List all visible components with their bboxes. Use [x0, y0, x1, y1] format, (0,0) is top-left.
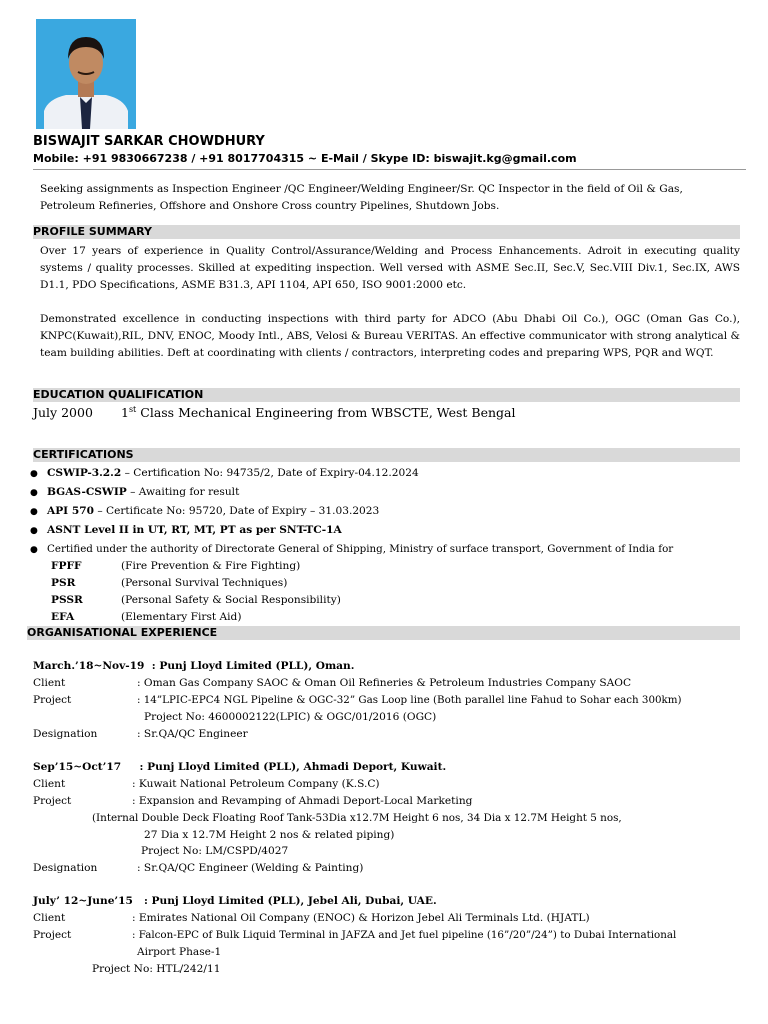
project-number: Project No: HTL/242/11	[92, 963, 221, 975]
project-number: Project No: LM/CSPD/4027	[141, 845, 289, 857]
project-label: Project	[33, 694, 72, 706]
client-label: Client	[33, 778, 66, 790]
contact-line: Mobile: +91 9830667238 / +91 8017704315 ~ E-Mail / Skype ID: biswajit.kg@gmail.com	[33, 152, 577, 165]
cert-desc: (Elementary First Aid)	[121, 611, 242, 623]
section-certifications	[33, 448, 740, 462]
section-heading: EDUCATION QUALIFICATION	[33, 388, 204, 401]
list-item	[0, 522, 768, 539]
cert-code: FPFF	[51, 560, 82, 572]
designation-label: Designation	[33, 862, 98, 874]
client-value: : Kuwait National Petroleum Company (K.S.C)	[132, 778, 380, 790]
person-portrait-icon	[36, 19, 136, 129]
education-detail	[121, 405, 516, 420]
job-company: : Punj Lloyd Limited (PLL), Jebel Ali, Dubai, UAE.	[132, 895, 437, 907]
client-value: : Oman Gas Company SAOC & Oman Oil Refineries & Petroleum Industries Company SAOC	[137, 677, 632, 689]
job-header	[33, 759, 446, 776]
section-heading: ORGANISATIONAL EXPERIENCE	[27, 626, 218, 639]
client-label: Client	[33, 677, 66, 689]
designation-label: Designation	[33, 728, 98, 740]
bullet-icon: ●	[30, 545, 38, 555]
list-item	[0, 541, 768, 558]
project-number: Project No: 4600002122(LPIC) & OGC/01/2016 (OGC)	[144, 711, 437, 723]
cert-code: EFA	[51, 611, 75, 623]
cert-desc: (Personal Safety & Social Responsibility)	[121, 594, 341, 606]
list-item	[0, 465, 768, 482]
project-label: Project	[33, 929, 72, 941]
client-label: Client	[33, 912, 66, 924]
cert-detail: – Awaiting for result	[126, 486, 240, 498]
project-continuation: Airport Phase-1	[137, 946, 222, 958]
section-experience	[27, 626, 740, 640]
job-company: : Punj Lloyd Limited (PLL), Oman.	[144, 660, 355, 672]
cert-desc: (Personal Survival Techniques)	[121, 577, 288, 589]
job-header	[33, 658, 354, 675]
project-label: Project	[33, 795, 72, 807]
list-item	[0, 503, 768, 520]
cert-name: API 570	[47, 505, 94, 517]
client-value: : Emirates National Oil Company (ENOC) & Horizon Jebel Ali Terminals Ltd. (HJATL)	[132, 912, 590, 924]
project-value: : 14”LPIC-EPC4 NGL Pipeline & OGC-32” Gas Loop line (Both parallel line Fahud to Sohar each 300km)	[137, 694, 682, 706]
cert-detail: Certified under the authority of Directorate General of Shipping, Ministry of surface transport, Government of India for	[47, 543, 674, 555]
bullet-icon: ●	[30, 507, 38, 517]
cert-name: ASNT Level II in UT, RT, MT, PT as per SNT-TC-1A	[47, 524, 342, 536]
bullet-icon: ●	[30, 469, 38, 479]
job-header	[33, 893, 437, 910]
section-heading: CERTIFICATIONS	[33, 448, 134, 461]
job-company: : Punj Lloyd Limited (PLL), Ahmadi Deport, Kuwait.	[121, 761, 447, 773]
list-item	[0, 484, 768, 501]
project-value: : Expansion and Revamping of Ahmadi Deport-Local Marketing	[132, 795, 473, 807]
designation-value: : Sr.QA/QC Engineer	[137, 728, 248, 740]
profile-para-1: Over 17 years of experience in Quality Control/Assurance/Welding and Process Enhancements. Adroit in executing quality systems / quality processes. Skilled at expediting inspection. Well versed with ASME Sec.II, Sec.V, Sec.VIII Div.1, Sec.IX, AWS D1.1, PDO Specifications, ASME B31.3, API 1104, API 650, ISO 9001:2000 etc.	[40, 245, 740, 291]
education-text: Class Mechanical Engineering from WBSCTE, West Bengal	[136, 405, 516, 421]
cert-code: PSSR	[51, 594, 83, 606]
job-period: Sep’15~Oct’17	[33, 761, 122, 773]
objective-text: Seeking assignments as Inspection Engineer /QC Engineer/Welding Engineer/Sr. QC Inspector in the field of Oil & Gas, Petroleum Refineries, Offshore and Onshore Cross country Pipelines, Shutdown Jobs.	[40, 183, 683, 212]
cert-name: BGAS-CSWIP	[47, 486, 127, 498]
candidate-name: BISWAJIT SARKAR CHOWDHURY	[33, 134, 265, 149]
profile-photo	[36, 19, 136, 129]
project-value: : Falcon-EPC of Bulk Liquid Terminal in JAFZA and Jet fuel pipeline (16”/20”/24”) to Dubai International	[132, 929, 677, 941]
header-divider	[33, 169, 746, 170]
bullet-icon: ●	[30, 526, 38, 536]
education-year: July 2000	[33, 405, 93, 420]
cert-code: PSR	[51, 577, 76, 589]
cert-detail: – Certification No: 94735/2, Date of Expiry-04.12.2024	[121, 467, 419, 479]
cert-name: CSWIP-3.2.2	[47, 467, 122, 479]
project-detail: (Internal Double Deck Floating Roof Tank-53Dia x12.7M Height 6 nos, 34 Dia x 12.7M Height 5 nos,	[92, 812, 622, 824]
job-period: March.’18~Nov-19	[33, 660, 145, 672]
job-period: July’ 12~June’15	[33, 895, 133, 907]
ordinal-suffix: st	[128, 405, 137, 414]
designation-value: : Sr.QA/QC Engineer (Welding & Painting)	[137, 862, 364, 874]
section-education	[33, 388, 740, 402]
profile-para-2: Demonstrated excellence in conducting inspections with third party for ADCO (Abu Dhabi Oil Co.), OGC (Oman Gas Co.), KNPC(Kuwait),RIL, DNV, ENOC, Moody Intl., ABS, Velosi & Bureau VERITAS. An effective communicator with strong analytical & team building abilities. Deft at coordinating with clients / contractors, interpreting codes and preparing WPS, PQR and WQT.	[40, 313, 740, 359]
cert-desc: (Fire Prevention & Fire Fighting)	[121, 560, 301, 572]
section-profile-summary	[33, 225, 740, 239]
ordinal: 1	[121, 405, 129, 421]
bullet-icon: ●	[30, 488, 38, 498]
project-detail: 27 Dia x 12.7M Height 2 nos & related piping)	[144, 829, 395, 841]
section-heading: PROFILE SUMMARY	[33, 225, 152, 238]
cert-detail: – Certificate No: 95720, Date of Expiry – 31.03.2023	[93, 505, 380, 517]
